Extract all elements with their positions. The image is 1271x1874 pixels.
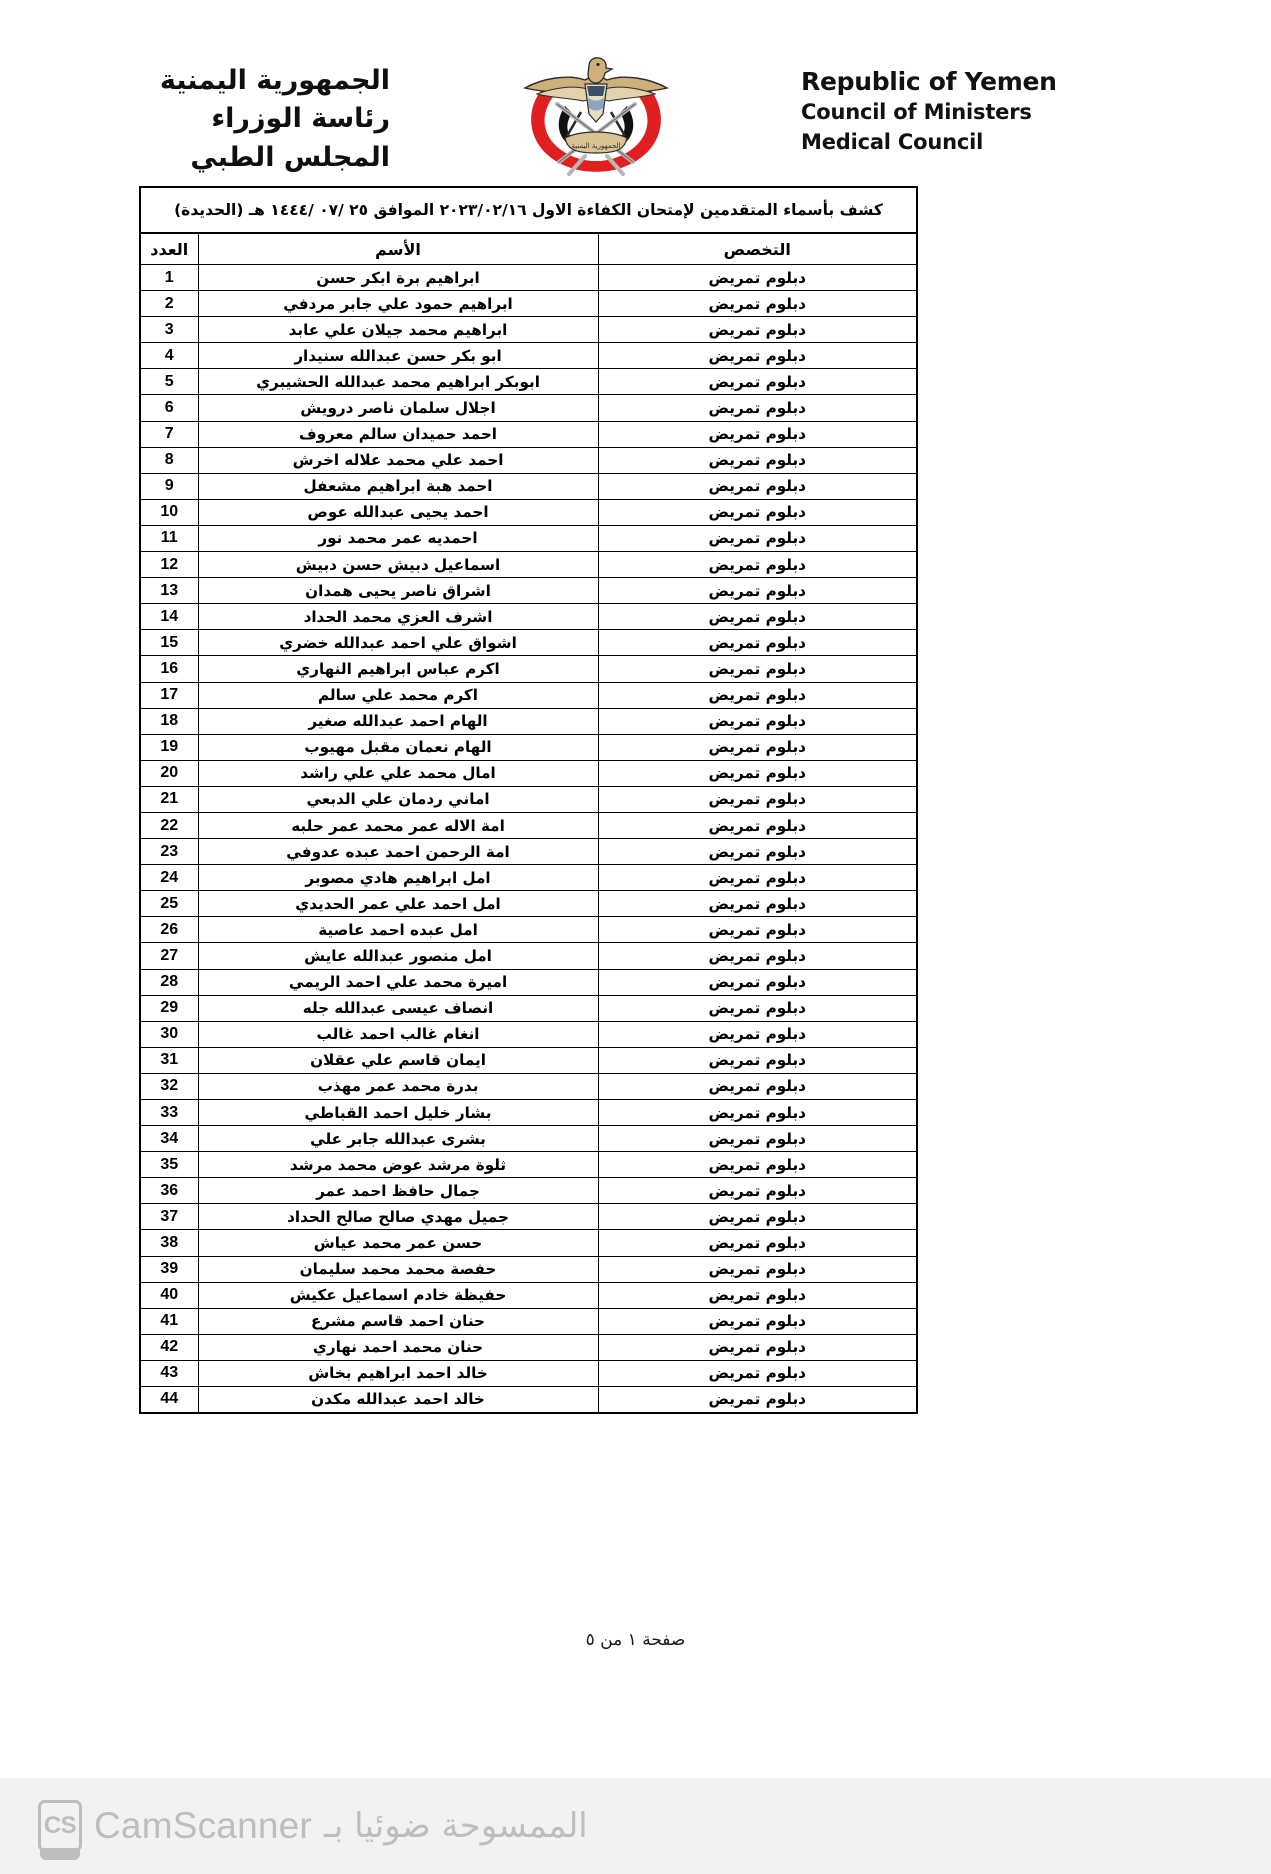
cell-name: بدرة محمد عمر مهذب — [198, 1073, 598, 1099]
table-row — [140, 421, 917, 447]
table-row — [140, 1100, 917, 1126]
cell-specialty: دبلوم تمريض — [598, 265, 917, 291]
cell-specialty: دبلوم تمريض — [598, 395, 917, 421]
roster-table-body — [140, 265, 917, 1413]
cell-number: 17 — [140, 682, 198, 708]
cell-number: 10 — [140, 499, 198, 525]
cell-name: جمال حافظ احمد عمر — [198, 1178, 598, 1204]
cell-specialty: دبلوم تمريض — [598, 839, 917, 865]
cell-name: ابراهيم حمود علي جابر مردفي — [198, 291, 598, 317]
cell-name: ابو بكر حسن عبدالله سنيدار — [198, 343, 598, 369]
table-row — [140, 891, 917, 917]
table-row — [140, 1387, 917, 1413]
cell-specialty: دبلوم تمريض — [598, 656, 917, 682]
cell-specialty: دبلوم تمريض — [598, 1047, 917, 1073]
table-row — [140, 943, 917, 969]
cell-number: 43 — [140, 1360, 198, 1386]
table-row — [140, 630, 917, 656]
cell-specialty: دبلوم تمريض — [598, 447, 917, 473]
table-row — [140, 656, 917, 682]
cell-specialty: دبلوم تمريض — [598, 1360, 917, 1386]
cell-name: ابراهيم برة ابكر حسن — [198, 265, 598, 291]
cell-name: بشرى عبدالله جابر علي — [198, 1126, 598, 1152]
cell-number: 38 — [140, 1230, 198, 1256]
cell-specialty: دبلوم تمريض — [598, 473, 917, 499]
table-row — [140, 1308, 917, 1334]
cell-number: 33 — [140, 1100, 198, 1126]
cell-name: اشراق ناصر يحيى همدان — [198, 578, 598, 604]
cell-specialty: دبلوم تمريض — [598, 1334, 917, 1360]
cell-number: 23 — [140, 839, 198, 865]
table-row — [140, 317, 917, 343]
cell-name: ايمان قاسم علي عقلان — [198, 1047, 598, 1073]
cell-number: 19 — [140, 734, 198, 760]
letterhead — [140, 52, 1131, 182]
table-row — [140, 1256, 917, 1282]
cell-number: 1 — [140, 265, 198, 291]
cell-name: خالد احمد عبدالله مكدن — [198, 1387, 598, 1413]
table-row — [140, 682, 917, 708]
cell-specialty: دبلوم تمريض — [598, 969, 917, 995]
cell-name: انغام غالب احمد غالب — [198, 1021, 598, 1047]
cell-name: حسن عمر محمد عياش — [198, 1230, 598, 1256]
table-row — [140, 1334, 917, 1360]
cell-number: 24 — [140, 865, 198, 891]
cell-name: حنان احمد قاسم مشرع — [198, 1308, 598, 1334]
table-row — [140, 760, 917, 786]
yemen-national-emblem-icon — [481, 52, 711, 182]
cell-number: 15 — [140, 630, 198, 656]
cell-number: 26 — [140, 917, 198, 943]
cell-name: احمد يحيى عبدالله عوص — [198, 499, 598, 525]
svg-text:الجمهورية اليمنية: الجمهورية اليمنية — [570, 142, 621, 150]
cell-number: 34 — [140, 1126, 198, 1152]
letterhead-en-line3: Medical Council — [801, 129, 984, 154]
letterhead-ar-line2: رئاسة الوزراء — [211, 103, 390, 135]
table-row — [140, 395, 917, 421]
table-row — [140, 578, 917, 604]
table-row — [140, 839, 917, 865]
table-row — [140, 1126, 917, 1152]
cell-number: 22 — [140, 812, 198, 838]
cell-specialty: دبلوم تمريض — [598, 317, 917, 343]
cell-name: احمديه عمر محمد نور — [198, 525, 598, 551]
cell-number: 14 — [140, 604, 198, 630]
cell-specialty: دبلوم تمريض — [598, 682, 917, 708]
camscanner-arabic-text: الممسوحة ضوئيا بـ — [323, 1806, 588, 1846]
cell-number: 18 — [140, 708, 198, 734]
table-row — [140, 995, 917, 1021]
cell-name: الهام احمد عبدالله صغير — [198, 708, 598, 734]
cell-name: اشرف العزي محمد الحداد — [198, 604, 598, 630]
cell-name: امل عبده احمد عاصية — [198, 917, 598, 943]
table-row — [140, 865, 917, 891]
cell-name: امة الاله عمر محمد عمر حلبه — [198, 812, 598, 838]
cell-number: 27 — [140, 943, 198, 969]
cell-specialty: دبلوم تمريض — [598, 891, 917, 917]
table-row — [140, 1047, 917, 1073]
cell-name: حفصة محمد محمد سليمان — [198, 1256, 598, 1282]
table-row — [140, 1204, 917, 1230]
letterhead-english-block — [801, 52, 1131, 158]
cell-specialty: دبلوم تمريض — [598, 421, 917, 447]
cell-number: 8 — [140, 447, 198, 473]
table-row — [140, 552, 917, 578]
cell-name: اسماعيل دبيش حسن دبيش — [198, 552, 598, 578]
cell-name: امل احمد علي عمر الحديدي — [198, 891, 598, 917]
table-row — [140, 1073, 917, 1099]
cell-number: 16 — [140, 656, 198, 682]
cell-name: انصاف عيسى عبدالله جله — [198, 995, 598, 1021]
cell-number: 40 — [140, 1282, 198, 1308]
table-row — [140, 734, 917, 760]
cell-specialty: دبلوم تمريض — [598, 1126, 917, 1152]
letterhead-en-line2: Council of Ministers — [801, 100, 1032, 124]
cell-name: ابوبكر ابراهيم محمد عبدالله الحشيبري — [198, 369, 598, 395]
cell-name: احمد حميدان سالم معروف — [198, 421, 598, 447]
cell-number: 30 — [140, 1021, 198, 1047]
cell-name: اماني ردمان علي الدبعي — [198, 786, 598, 812]
cell-number: 32 — [140, 1073, 198, 1099]
cell-number: 2 — [140, 291, 198, 317]
letterhead-ar-line1: الجمهورية اليمنية — [159, 65, 390, 96]
camscanner-watermark-inner — [38, 1800, 590, 1852]
cell-number: 21 — [140, 786, 198, 812]
cell-name: خالد احمد ابراهيم بخاش — [198, 1360, 598, 1386]
cell-number: 39 — [140, 1256, 198, 1282]
cell-number: 20 — [140, 760, 198, 786]
column-header-number: العدد — [140, 233, 198, 265]
cell-name: اشواق علي احمد عبدالله خضري — [198, 630, 598, 656]
table-row — [140, 1282, 917, 1308]
cell-name: حفيظة خادم اسماعيل عكيش — [198, 1282, 598, 1308]
table-row — [140, 812, 917, 838]
cell-name: الهام نعمان مقبل مهيوب — [198, 734, 598, 760]
cell-specialty: دبلوم تمريض — [598, 734, 917, 760]
column-header-name: الأسم — [198, 233, 598, 265]
cell-name: بشار خليل احمد القباطي — [198, 1100, 598, 1126]
cell-specialty: دبلوم تمريض — [598, 1073, 917, 1099]
letterhead-ar-line3: المجلس الطبي — [190, 141, 390, 173]
cell-number: 41 — [140, 1308, 198, 1334]
cell-number: 25 — [140, 891, 198, 917]
cell-number: 42 — [140, 1334, 198, 1360]
cell-specialty: دبلوم تمريض — [598, 943, 917, 969]
cell-name: امل منصور عبدالله عايش — [198, 943, 598, 969]
cell-specialty: دبلوم تمريض — [598, 369, 917, 395]
table-row — [140, 369, 917, 395]
cell-number: 28 — [140, 969, 198, 995]
camscanner-badge-text: CS — [43, 1812, 77, 1839]
cell-number: 7 — [140, 421, 198, 447]
table-row — [140, 265, 917, 291]
cell-number: 37 — [140, 1204, 198, 1230]
table-row — [140, 1152, 917, 1178]
cell-specialty: دبلوم تمريض — [598, 1152, 917, 1178]
cell-specialty: دبلوم تمريض — [598, 708, 917, 734]
cell-number: 11 — [140, 525, 198, 551]
cell-specialty: دبلوم تمريض — [598, 525, 917, 551]
cell-specialty: دبلوم تمريض — [598, 917, 917, 943]
letterhead-arabic-block — [140, 52, 390, 177]
cell-name: ابراهيم محمد جيلان علي عابد — [198, 317, 598, 343]
cell-specialty: دبلوم تمريض — [598, 1308, 917, 1334]
table-row — [140, 343, 917, 369]
cell-number: 5 — [140, 369, 198, 395]
cell-number: 9 — [140, 473, 198, 499]
cell-number: 31 — [140, 1047, 198, 1073]
cell-specialty: دبلوم تمريض — [598, 995, 917, 1021]
table-row — [140, 917, 917, 943]
page-number-footer: صفحة ١ من ٥ — [585, 1630, 686, 1650]
cell-name: ثلوة مرشد عوض محمد مرشد — [198, 1152, 598, 1178]
cell-number: 13 — [140, 578, 198, 604]
cell-number: 3 — [140, 317, 198, 343]
cell-name: احمد علي محمد علاله اخرش — [198, 447, 598, 473]
column-header-specialty: التخصص — [598, 233, 917, 265]
cell-specialty: دبلوم تمريض — [598, 604, 917, 630]
letterhead-en-line1: Republic of Yemen — [801, 67, 1057, 96]
cell-number: 35 — [140, 1152, 198, 1178]
cell-specialty: دبلوم تمريض — [598, 1256, 917, 1282]
roster-table-container — [141, 186, 918, 1414]
cell-name: امة الرحمن احمد عبده عدوفي — [198, 839, 598, 865]
cell-specialty: دبلوم تمريض — [598, 1100, 917, 1126]
roster-table — [139, 186, 918, 1414]
cell-name: حنان محمد احمد نهاري — [198, 1334, 598, 1360]
cell-number: 36 — [140, 1178, 198, 1204]
cell-specialty: دبلوم تمريض — [598, 630, 917, 656]
cell-number: 12 — [140, 552, 198, 578]
cell-specialty: دبلوم تمريض — [598, 786, 917, 812]
cell-specialty: دبلوم تمريض — [598, 1178, 917, 1204]
cell-number: 29 — [140, 995, 198, 1021]
table-row — [140, 1178, 917, 1204]
table-row — [140, 499, 917, 525]
cell-name: اجلال سلمان ناصر درويش — [198, 395, 598, 421]
table-title-row — [140, 187, 917, 233]
cell-specialty: دبلوم تمريض — [598, 865, 917, 891]
cell-specialty: دبلوم تمريض — [598, 760, 917, 786]
table-row — [140, 1021, 917, 1047]
cell-name: امال محمد علي علي راشد — [198, 760, 598, 786]
cell-name: احمد هبة ابراهيم مشعفل — [198, 473, 598, 499]
cell-name: امل ابراهيم هادي مصوبر — [198, 865, 598, 891]
cell-name: جميل مهدي صالح صالح الحداد — [198, 1204, 598, 1230]
table-header-row — [140, 233, 917, 265]
cell-specialty: دبلوم تمريض — [598, 552, 917, 578]
table-row — [140, 1230, 917, 1256]
table-row — [140, 525, 917, 551]
cell-number: 6 — [140, 395, 198, 421]
cell-name: اكرم محمد علي سالم — [198, 682, 598, 708]
cell-number: 4 — [140, 343, 198, 369]
table-row — [140, 604, 917, 630]
cell-specialty: دبلوم تمريض — [598, 812, 917, 838]
cell-number: 44 — [140, 1387, 198, 1413]
cell-specialty: دبلوم تمريض — [598, 343, 917, 369]
table-row — [140, 1360, 917, 1386]
cell-specialty: دبلوم تمريض — [598, 499, 917, 525]
cell-specialty: دبلوم تمريض — [598, 1021, 917, 1047]
table-row — [140, 786, 917, 812]
cell-specialty: دبلوم تمريض — [598, 1282, 917, 1308]
cell-specialty: دبلوم تمريض — [598, 578, 917, 604]
cell-name: اكرم عباس ابراهيم النهاري — [198, 656, 598, 682]
camscanner-watermark — [0, 1778, 1271, 1874]
cell-specialty: دبلوم تمريض — [598, 1230, 917, 1256]
table-row — [140, 969, 917, 995]
cell-name: اميرة محمد علي احمد الريمي — [198, 969, 598, 995]
cell-specialty: دبلوم تمريض — [598, 291, 917, 317]
table-title: كشف بأسماء المتقدمين لإمتحان الكفاءة الاول ٢٠٢٣/٠٢/١٦ الموافق ٢٥ /٠٧ /١٤٤٤ هـ (الحديدة) — [140, 187, 917, 233]
table-row — [140, 291, 917, 317]
table-row — [140, 473, 917, 499]
cell-specialty: دبلوم تمريض — [598, 1387, 917, 1413]
camscanner-logo-icon — [38, 1800, 82, 1852]
table-row — [140, 708, 917, 734]
camscanner-brand-text: CamScanner — [94, 1805, 312, 1846]
table-row — [140, 447, 917, 473]
cell-specialty: دبلوم تمريض — [598, 1204, 917, 1230]
